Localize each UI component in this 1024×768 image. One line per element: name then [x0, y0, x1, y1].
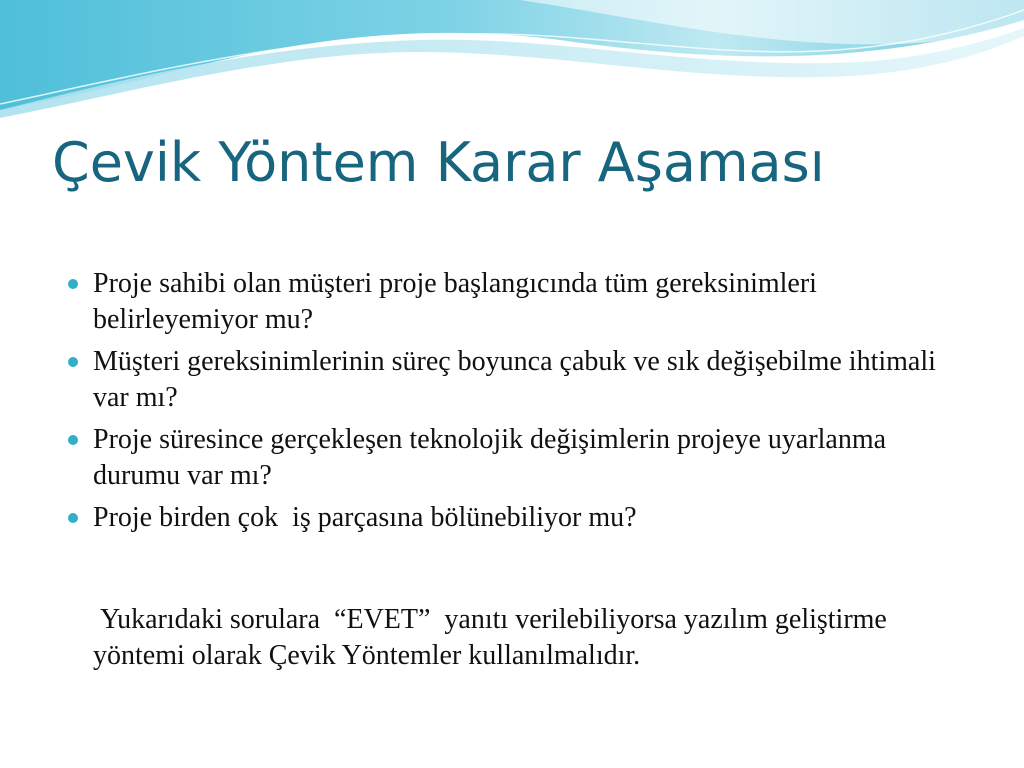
bullet-item — [66, 500, 966, 536]
header-wave-decoration — [0, 0, 1024, 130]
bullet-list — [66, 266, 966, 542]
bullet-item — [66, 422, 966, 494]
conclusion-note: Yukarıdaki sorulara “EVET” yanıtı verilebiliyorsa yazılım geliştirme yöntemi olarak Çevik Yöntemler kullanılmalıdır. — [93, 604, 894, 671]
bullet-dot-icon — [68, 279, 78, 289]
bullet-item — [66, 344, 966, 416]
page-title: Çevik Yöntem Karar Aşaması — [52, 131, 825, 194]
bullet-dot-icon — [68, 357, 78, 367]
bullet-text: Proje sahibi olan müşteri proje başlangıcında tüm gereksinimleri belirleyemiyor mu? — [93, 268, 824, 335]
bullet-text: Müşteri gereksinimlerinin süreç boyunca çabuk ve sık değişebilme ihtimali var mı? — [93, 346, 943, 413]
bullet-dot-icon — [68, 513, 78, 523]
bullet-dot-icon — [68, 435, 78, 445]
bullet-text: Proje birden çok iş parçasına bölünebiliyor mu? — [93, 502, 637, 533]
bullet-item — [66, 266, 966, 338]
bullet-text: Proje süresince gerçekleşen teknolojik değişimlerin projeye uyarlanma durumu var mı? — [93, 424, 894, 491]
